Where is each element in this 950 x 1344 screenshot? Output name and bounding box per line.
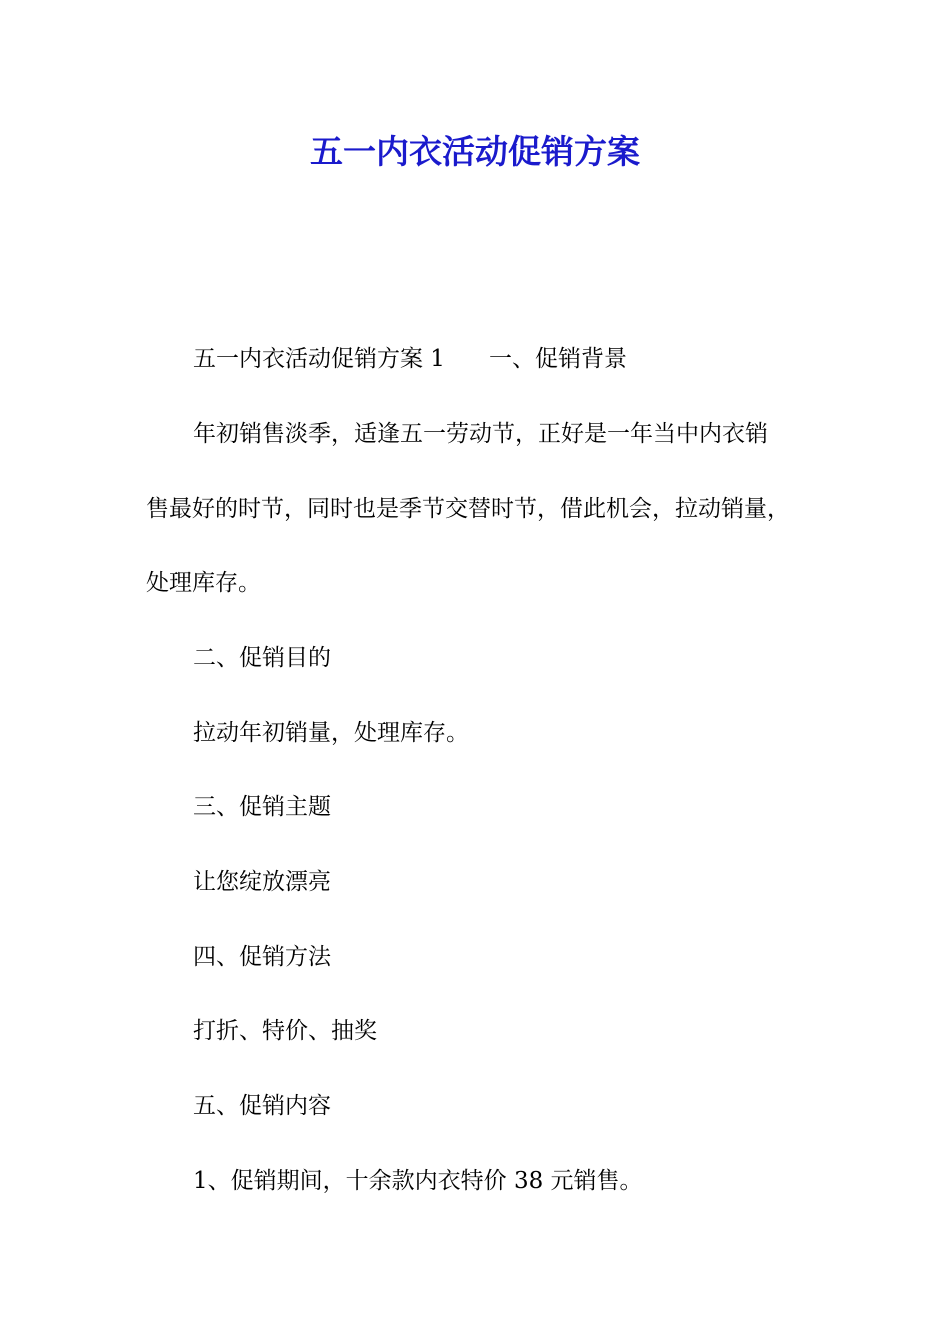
plan-heading: 五一内衣活动促销方案 1: [193, 346, 445, 372]
section-heading-content: 五、促销内容: [193, 1093, 331, 1119]
section-body-goal: 拉动年初销量，处理库存。: [193, 720, 469, 746]
section-body-method: 打折、特价、抽奖: [193, 1018, 377, 1044]
section-heading-method: 四、促销方法: [193, 944, 331, 970]
paragraph-background-line-2: 售最好的时节，同时也是季节交替时节，借此机会，拉动销量，: [146, 496, 790, 522]
section-body-theme: 让您绽放漂亮: [193, 869, 331, 895]
paragraph-background-line-3: 处理库存。: [146, 570, 261, 596]
intro-line: [193, 342, 627, 376]
section-heading-theme: 三、促销主题: [193, 794, 331, 820]
section-content-item-1: 1、促销期间，十余款内衣特价 38 元销售。: [193, 1168, 643, 1194]
paragraph-background-line-1: 年初销售淡季，适逢五一劳动节，正好是一年当中内衣销: [193, 421, 768, 447]
section-heading-goal: 二、促销目的: [193, 645, 331, 671]
document-title: 五一内衣活动促销方案: [310, 132, 640, 171]
section-heading-background: 一、促销背景: [488, 346, 627, 372]
